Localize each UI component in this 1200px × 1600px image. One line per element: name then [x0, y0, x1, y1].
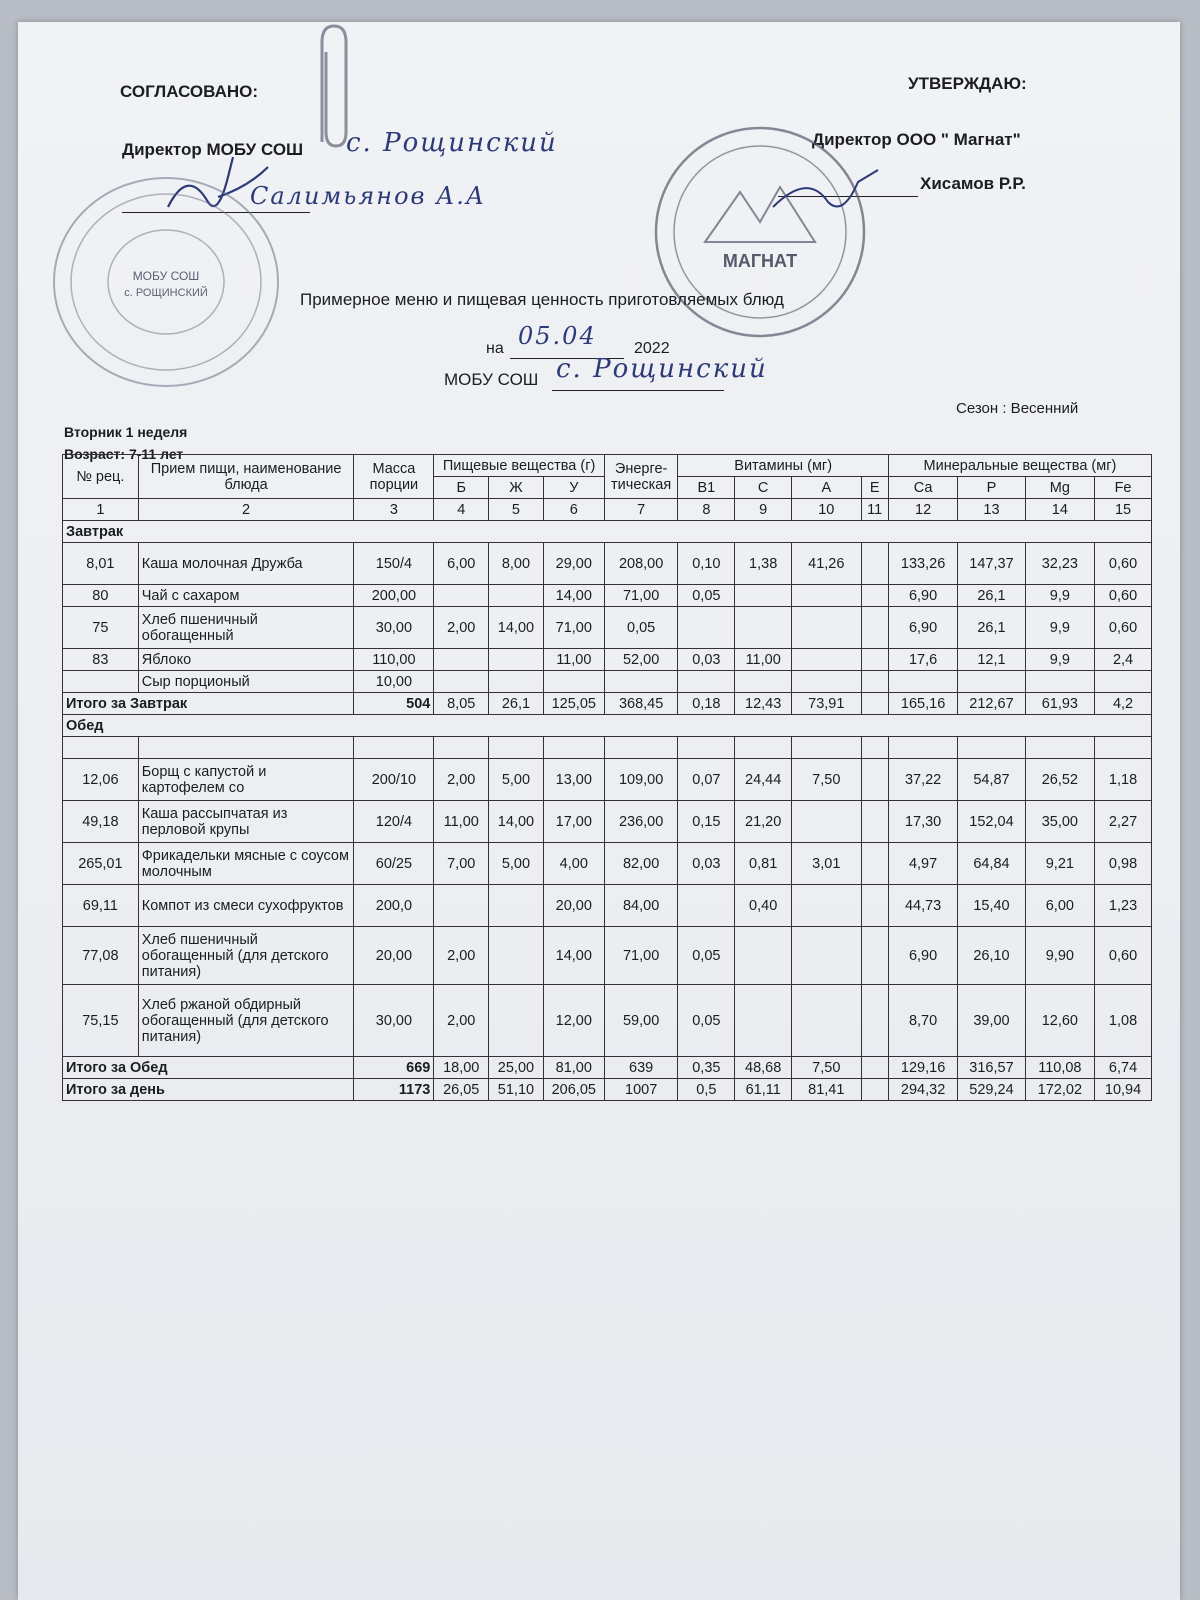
table-cell: 9,9: [1025, 607, 1094, 649]
table-cell: 41,26: [792, 543, 861, 585]
table-cell: 0,35: [678, 1057, 735, 1079]
header-b1: В1: [678, 477, 735, 499]
table-cell: 2,4: [1095, 649, 1152, 671]
lunch-total-row: [63, 1057, 1152, 1079]
table-cell: 25,00: [489, 1057, 544, 1079]
col-number: 6: [543, 499, 604, 521]
table-cell: 6,90: [888, 585, 957, 607]
table-cell: 2,27: [1095, 801, 1152, 843]
table-cell: [861, 843, 888, 885]
table-cell: 3,01: [792, 843, 861, 885]
dish-name: Фрикадельки мясные с соусом молочным: [138, 843, 354, 885]
dish-name: Хлеб пшеничный обогащенный (для детского питания): [138, 927, 354, 985]
right-director-name: Хисамов Р.Р.: [920, 174, 1026, 193]
table-cell: 11,00: [434, 801, 489, 843]
school-stamp-line2: с. РОЩИНСКИЙ: [124, 287, 208, 299]
table-cell: 6,90: [888, 607, 957, 649]
table-cell: 54,87: [958, 759, 1025, 801]
table-cell: [489, 927, 544, 985]
table-cell: 0,05: [678, 985, 735, 1057]
col-number: 11: [861, 499, 888, 521]
document-title: Примерное меню и пищевая ценность приготовляемых блюд: [300, 290, 784, 309]
left-director-label: Директор МОБУ СОШ: [122, 140, 304, 159]
table-cell: [792, 737, 861, 759]
header-minerals: Минеральные вещества (мг): [888, 455, 1151, 477]
table-cell: 0,60: [1095, 585, 1152, 607]
table-cell: [543, 737, 604, 759]
table-cell: [735, 671, 792, 693]
table-cell: 200,00: [354, 585, 434, 607]
header-u: У: [543, 477, 604, 499]
table-cell: 80: [63, 585, 139, 607]
table-cell: 83: [63, 649, 139, 671]
table-cell: 294,32: [888, 1079, 957, 1101]
header-e: Е: [861, 477, 888, 499]
table-cell: [888, 737, 957, 759]
table-cell: 125,05: [543, 693, 604, 715]
table-cell: 316,57: [958, 1057, 1025, 1079]
table-cell: 52,00: [604, 649, 678, 671]
table-cell: 8,05: [434, 693, 489, 715]
day-total-row-label: Итого за день: [63, 1079, 354, 1101]
school-line: [552, 390, 724, 391]
table-cell: 4,97: [888, 843, 957, 885]
table-cell: 1173: [354, 1079, 434, 1101]
table-cell: 9,9: [1025, 649, 1094, 671]
header-c: С: [735, 477, 792, 499]
table-cell: 1,38: [735, 543, 792, 585]
table-cell: 0,60: [1095, 543, 1152, 585]
table-cell: [489, 585, 544, 607]
left-signature-name: Салимьянов А.А: [250, 182, 487, 210]
header-energy: Энерге-тическая: [604, 455, 678, 499]
dish-name: Компот из смеси сухофруктов: [138, 885, 354, 927]
table-cell: 29,00: [543, 543, 604, 585]
table-row: [63, 671, 1152, 693]
header-nutrients: Пищевые вещества (г): [434, 455, 604, 477]
table-cell: 51,10: [489, 1079, 544, 1101]
table-cell: 35,00: [1025, 801, 1094, 843]
table-cell: 150/4: [354, 543, 434, 585]
table-cell: [861, 759, 888, 801]
table-row: [63, 543, 1152, 585]
table-cell: 9,21: [1025, 843, 1094, 885]
header-b: Б: [434, 477, 489, 499]
table-cell: 6,00: [1025, 885, 1094, 927]
table-cell: [861, 885, 888, 927]
table-cell: [861, 649, 888, 671]
table-cell: 2,00: [434, 759, 489, 801]
table-cell: 20,00: [543, 885, 604, 927]
table-cell: [1095, 671, 1152, 693]
menu-table: [62, 454, 1152, 1101]
header-vitamins: Витамины (мг): [678, 455, 888, 477]
table-cell: 26,1: [489, 693, 544, 715]
dish-name: Яблоко: [138, 649, 354, 671]
table-row: [63, 927, 1152, 985]
table-cell: 12,1: [958, 649, 1025, 671]
table-cell: [888, 671, 957, 693]
lunch-section: [63, 715, 1152, 737]
table-cell: 1007: [604, 1079, 678, 1101]
table-cell: 0,60: [1095, 927, 1152, 985]
table-cell: [489, 985, 544, 1057]
table-cell: [958, 671, 1025, 693]
table-cell: 110,08: [1025, 1057, 1094, 1079]
table-cell: 14,00: [543, 927, 604, 985]
table-cell: 30,00: [354, 607, 434, 649]
table-cell: [792, 885, 861, 927]
header-mass: Масса порции: [354, 455, 434, 499]
header-a: А: [792, 477, 861, 499]
header-name: Прием пищи, наименование блюда: [138, 455, 354, 499]
table-cell: [861, 927, 888, 985]
table-cell: [792, 607, 861, 649]
column-numbers-row: [63, 499, 1152, 521]
col-number: 7: [604, 499, 678, 521]
table-cell: 30,00: [354, 985, 434, 1057]
table-cell: 77,08: [63, 927, 139, 985]
table-row: [63, 607, 1152, 649]
table-cell: 59,00: [604, 985, 678, 1057]
table-cell: [792, 927, 861, 985]
table-cell: 669: [354, 1057, 434, 1079]
table-cell: 81,00: [543, 1057, 604, 1079]
date-year: 2022: [634, 340, 670, 357]
table-cell: 7,50: [792, 759, 861, 801]
breakfast-section-label: Завтрак: [63, 521, 1152, 543]
table-cell: 109,00: [604, 759, 678, 801]
lunch-section-label: Обед: [63, 715, 1152, 737]
table-cell: [735, 607, 792, 649]
header-rec: № рец.: [63, 455, 139, 499]
table-cell: [354, 737, 434, 759]
table-cell: [678, 607, 735, 649]
breakfast-section: [63, 521, 1152, 543]
lunch-total-row-label: Итого за Обед: [63, 1057, 354, 1079]
table-cell: 18,00: [434, 1057, 489, 1079]
table-row: [63, 885, 1152, 927]
col-number: 15: [1095, 499, 1152, 521]
table-cell: 9,9: [1025, 585, 1094, 607]
table-cell: 26,1: [958, 585, 1025, 607]
table-cell: 14,00: [543, 585, 604, 607]
table-cell: 71,00: [543, 607, 604, 649]
table-cell: 212,67: [958, 693, 1025, 715]
table-cell: [434, 649, 489, 671]
school-stamp-line1: МОБУ СОШ: [132, 269, 200, 283]
table-row: [63, 801, 1152, 843]
table-cell: 12,06: [63, 759, 139, 801]
table-cell: [792, 585, 861, 607]
table-cell: 8,01: [63, 543, 139, 585]
col-number: 9: [735, 499, 792, 521]
table-cell: 69,11: [63, 885, 139, 927]
dish-name: Каша молочная Дружба: [138, 543, 354, 585]
breakfast-total-row-label: Итого за Завтрак: [63, 693, 354, 715]
table-cell: 0,05: [678, 585, 735, 607]
table-cell: 75: [63, 607, 139, 649]
table-cell: 61,11: [735, 1079, 792, 1101]
table-cell: 504: [354, 693, 434, 715]
table-cell: 10,94: [1095, 1079, 1152, 1101]
table-cell: 6,00: [434, 543, 489, 585]
table-cell: [604, 671, 678, 693]
table-cell: 0,40: [735, 885, 792, 927]
dish-name: Хлеб ржаной обдирный обогащенный (для детского питания): [138, 985, 354, 1057]
table-cell: 17,6: [888, 649, 957, 671]
table-cell: [861, 671, 888, 693]
table-cell: 26,1: [958, 607, 1025, 649]
table-cell: 147,37: [958, 543, 1025, 585]
table-cell: 0,03: [678, 649, 735, 671]
table-cell: [434, 585, 489, 607]
table-cell: [958, 737, 1025, 759]
table-cell: 12,60: [1025, 985, 1094, 1057]
table-cell: 17,00: [543, 801, 604, 843]
table-cell: 236,00: [604, 801, 678, 843]
document-sheet: [18, 22, 1180, 1600]
date-on-label: на: [486, 340, 504, 357]
col-number: 2: [138, 499, 354, 521]
table-cell: 81,41: [792, 1079, 861, 1101]
age-label: Возраст: 7-11 лет: [64, 446, 184, 462]
table-cell: 26,10: [958, 927, 1025, 985]
left-handwritten-village: с. Рощинский: [346, 128, 558, 158]
table-cell: 0,5: [678, 1079, 735, 1101]
dish-name: Чай с сахаром: [138, 585, 354, 607]
table-cell: 17,30: [888, 801, 957, 843]
col-number: 4: [434, 499, 489, 521]
table-cell: 84,00: [604, 885, 678, 927]
table-cell: 152,04: [958, 801, 1025, 843]
table-cell: 6,74: [1095, 1057, 1152, 1079]
school-stamp-icon: [46, 172, 286, 392]
table-cell: [434, 737, 489, 759]
table-row: [63, 585, 1152, 607]
table-cell: 14,00: [489, 801, 544, 843]
table-cell: 165,16: [888, 693, 957, 715]
table-cell: 21,20: [735, 801, 792, 843]
table-cell: 73,91: [792, 693, 861, 715]
dish-name: Борщ с капустой и картофелем со: [138, 759, 354, 801]
table-cell: 2,00: [434, 607, 489, 649]
breakfast-total-row: [63, 693, 1152, 715]
agreed-label: СОГЛАСОВАНО:: [120, 82, 259, 101]
header-fe: Fe: [1095, 477, 1152, 499]
table-cell: [678, 737, 735, 759]
table-cell: [489, 671, 544, 693]
table-cell: 71,00: [604, 585, 678, 607]
table-cell: 26,05: [434, 1079, 489, 1101]
table-cell: [861, 607, 888, 649]
table-cell: 1,18: [1095, 759, 1152, 801]
table-cell: [792, 671, 861, 693]
table-cell: [1095, 737, 1152, 759]
spacer-row: [63, 737, 1152, 759]
table-cell: 200,0: [354, 885, 434, 927]
table-cell: 11,00: [735, 649, 792, 671]
table-cell: 39,00: [958, 985, 1025, 1057]
table-cell: 1,23: [1095, 885, 1152, 927]
table-cell: 368,45: [604, 693, 678, 715]
table-cell: [735, 927, 792, 985]
table-cell: [543, 671, 604, 693]
table-cell: 0,81: [735, 843, 792, 885]
header-zh: Ж: [489, 477, 544, 499]
table-cell: [861, 1057, 888, 1079]
table-cell: 8,00: [489, 543, 544, 585]
table-cell: 4,2: [1095, 693, 1152, 715]
header-p: Р: [958, 477, 1025, 499]
approve-label: УТВЕРЖДАЮ:: [908, 74, 1027, 93]
table-cell: [861, 985, 888, 1057]
table-cell: [861, 1079, 888, 1101]
table-cell: [735, 585, 792, 607]
table-cell: 5,00: [489, 759, 544, 801]
table-cell: [434, 671, 489, 693]
dish-name: Хлеб пшеничный обогащенный: [138, 607, 354, 649]
table-cell: [489, 649, 544, 671]
table-row: [63, 843, 1152, 885]
day-total-row: [63, 1079, 1152, 1101]
table-cell: 44,73: [888, 885, 957, 927]
table-cell: 5,00: [489, 843, 544, 885]
table-cell: [861, 693, 888, 715]
table-cell: 529,24: [958, 1079, 1025, 1101]
table-cell: [604, 737, 678, 759]
table-cell: 64,84: [958, 843, 1025, 885]
table-cell: 82,00: [604, 843, 678, 885]
table-cell: 6,90: [888, 927, 957, 985]
table-cell: 4,00: [543, 843, 604, 885]
col-number: 1: [63, 499, 139, 521]
day-label: Вторник 1 неделя: [64, 424, 188, 440]
table-cell: 24,44: [735, 759, 792, 801]
table-cell: 110,00: [354, 649, 434, 671]
table-cell: [63, 671, 139, 693]
table-row: [63, 649, 1152, 671]
table-cell: 8,70: [888, 985, 957, 1057]
table-cell: 71,00: [604, 927, 678, 985]
table-row: [63, 759, 1152, 801]
table-cell: [63, 737, 139, 759]
table-cell: [489, 737, 544, 759]
table-cell: 2,00: [434, 985, 489, 1057]
table-cell: 48,68: [735, 1057, 792, 1079]
table-cell: 12,43: [735, 693, 792, 715]
table-cell: 20,00: [354, 927, 434, 985]
col-number: 12: [888, 499, 957, 521]
table-cell: [434, 885, 489, 927]
header-ca: Са: [888, 477, 957, 499]
table-cell: 0,03: [678, 843, 735, 885]
table-cell: [138, 737, 354, 759]
table-cell: [861, 801, 888, 843]
right-signature-scribble-icon: [768, 162, 888, 222]
table-cell: 0,05: [604, 607, 678, 649]
table-cell: 0,98: [1095, 843, 1152, 885]
table-cell: [735, 985, 792, 1057]
table-cell: [861, 737, 888, 759]
table-cell: 0,18: [678, 693, 735, 715]
table-cell: 0,07: [678, 759, 735, 801]
dish-name: Каша рассыпчатая из перловой крупы: [138, 801, 354, 843]
table-cell: 7,00: [434, 843, 489, 885]
season-label: Сезон : Весенний: [956, 400, 1079, 417]
table-cell: 639: [604, 1057, 678, 1079]
table-cell: [678, 671, 735, 693]
table-cell: [735, 737, 792, 759]
table-cell: 1,08: [1095, 985, 1152, 1057]
school-label: МОБУ СОШ: [444, 370, 539, 389]
table-cell: 37,22: [888, 759, 957, 801]
col-number: 10: [792, 499, 861, 521]
table-cell: 208,00: [604, 543, 678, 585]
col-number: 8: [678, 499, 735, 521]
table-cell: 0,05: [678, 927, 735, 985]
date-handwritten: 05.04: [518, 322, 597, 350]
table-cell: 12,00: [543, 985, 604, 1057]
table-cell: 15,40: [958, 885, 1025, 927]
table-cell: 9,90: [1025, 927, 1094, 985]
table-cell: 60/25: [354, 843, 434, 885]
header-mg: Mg: [1025, 477, 1094, 499]
table-cell: 49,18: [63, 801, 139, 843]
table-cell: 14,00: [489, 607, 544, 649]
right-director-label: Директор ООО " Магнат": [812, 130, 1021, 149]
table-cell: 11,00: [543, 649, 604, 671]
table-cell: 133,26: [888, 543, 957, 585]
table-cell: 10,00: [354, 671, 434, 693]
table-cell: 61,93: [1025, 693, 1094, 715]
table-cell: [1025, 671, 1094, 693]
dish-name: Сыр порционый: [138, 671, 354, 693]
table-cell: [792, 985, 861, 1057]
table-cell: 172,02: [1025, 1079, 1094, 1101]
company-stamp-name: МАГНАТ: [722, 251, 798, 271]
col-number: 5: [489, 499, 544, 521]
table-cell: 120/4: [354, 801, 434, 843]
table-cell: 0,10: [678, 543, 735, 585]
table-cell: 2,00: [434, 927, 489, 985]
table-cell: [792, 649, 861, 671]
table-cell: 200/10: [354, 759, 434, 801]
table-cell: 265,01: [63, 843, 139, 885]
table-cell: 206,05: [543, 1079, 604, 1101]
table-cell: 0,60: [1095, 607, 1152, 649]
col-number: 14: [1025, 499, 1094, 521]
table-cell: 129,16: [888, 1057, 957, 1079]
table-cell: 32,23: [1025, 543, 1094, 585]
table-cell: [1025, 737, 1094, 759]
table-cell: 0,15: [678, 801, 735, 843]
col-number: 13: [958, 499, 1025, 521]
table-row: [63, 985, 1152, 1057]
table-cell: 26,52: [1025, 759, 1094, 801]
col-number: 3: [354, 499, 434, 521]
table-cell: 75,15: [63, 985, 139, 1057]
table-cell: 7,50: [792, 1057, 861, 1079]
table-cell: [861, 585, 888, 607]
table-cell: [861, 543, 888, 585]
table-cell: [792, 801, 861, 843]
table-cell: [678, 885, 735, 927]
school-handwritten: с. Рощинский: [556, 354, 768, 384]
table-cell: [489, 885, 544, 927]
table-cell: 13,00: [543, 759, 604, 801]
